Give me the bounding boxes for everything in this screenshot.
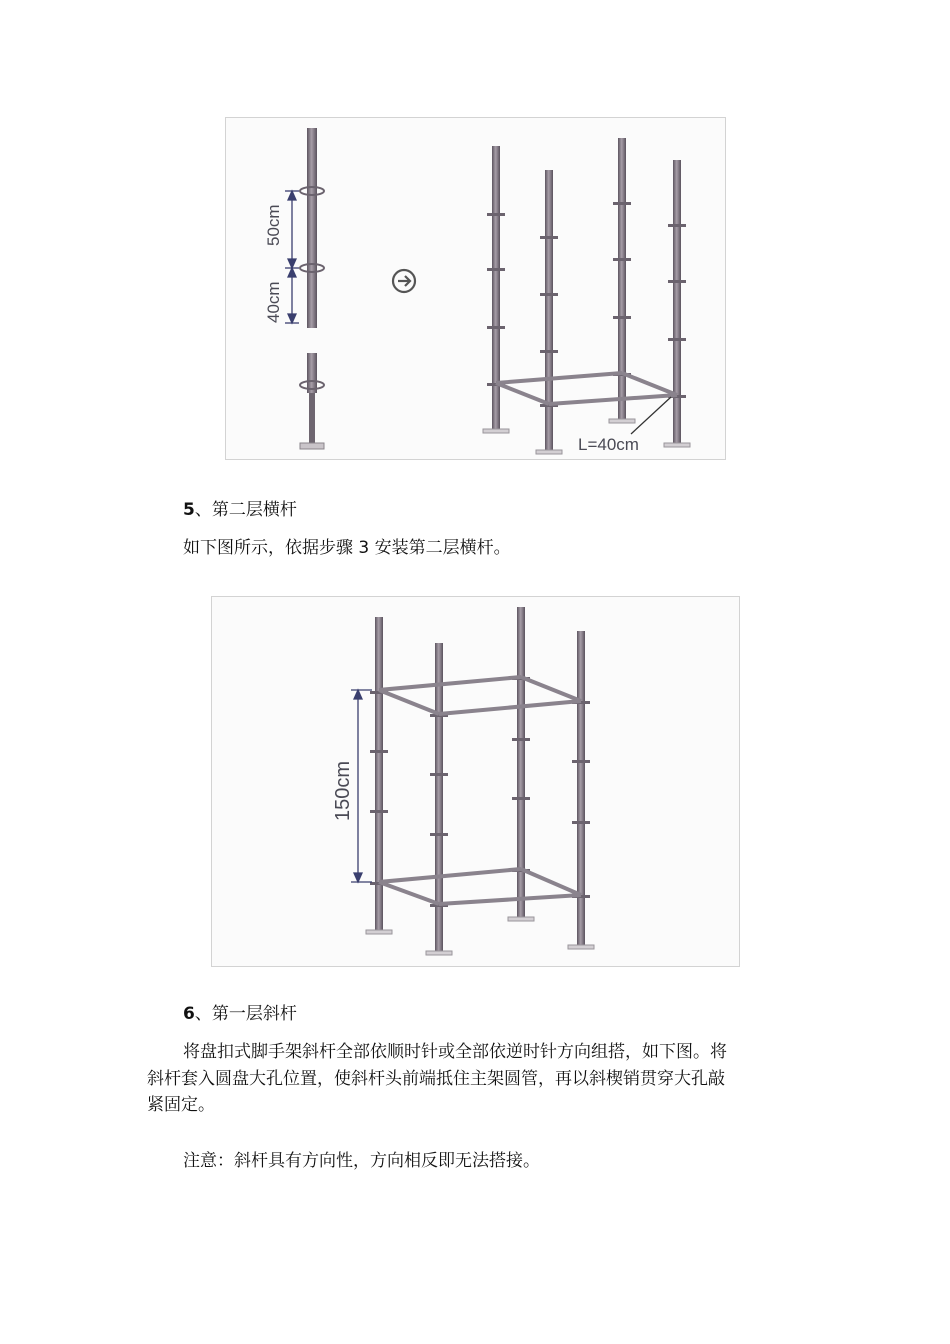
section-title: 、第二层横杆 [194, 500, 297, 520]
section-number: 5 [183, 500, 195, 520]
section-6-body-line-3: 紧固定。 [147, 1095, 215, 1115]
section-6-heading [183, 1003, 297, 1025]
figure-second-layer-ledgers [211, 596, 740, 967]
arrow-right-circle-icon [393, 270, 415, 292]
four-standards-frame [483, 138, 690, 454]
section-5-body: 如下图所示，依据步骤 3 安装第二层横杆。 [183, 538, 511, 558]
base-plate [300, 443, 324, 449]
section-6-body-line-1: 将盘扣式脚手架斜杆全部依顺时针或全部依逆时针方向组搭，如下图。将 [183, 1042, 727, 1062]
section-6-note: 注意：斜杆具有方向性，方向相反即无法搭接。 [183, 1151, 540, 1171]
scaffold-frame-diagram [212, 597, 741, 968]
dim-label-50: 50cm [264, 204, 283, 246]
dimension-lines [351, 690, 372, 882]
scaffold-vertical-diagram [226, 118, 727, 461]
length-label: L=40cm [578, 435, 639, 454]
section-6-body-line-2: 斜杆套入圆盘大孔位置，使斜杆头前端抵住主架圆管，再以斜楔销贯穿大孔敲 [147, 1069, 725, 1089]
dim-label-150: 150cm [332, 760, 354, 821]
dim-label-40: 40cm [264, 281, 283, 323]
four-standards-frame [366, 607, 594, 955]
section-5-heading [183, 499, 297, 521]
figure-step4-diagram [225, 117, 726, 460]
vertical-standard-upper [307, 128, 317, 328]
section-number: 6 [183, 1004, 195, 1024]
base-collar [307, 353, 317, 393]
screw-jack [309, 393, 315, 443]
section-title: 、第一层斜杆 [194, 1004, 297, 1024]
dimension-lines [285, 191, 299, 323]
